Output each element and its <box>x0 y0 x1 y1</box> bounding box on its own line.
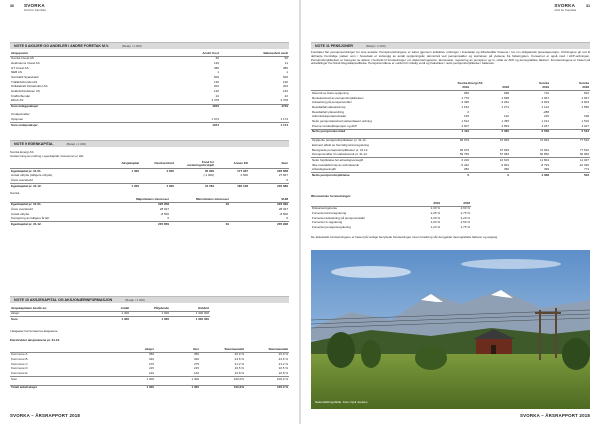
table-cell: 1 174 <box>280 117 288 122</box>
table-cell: Heidmanns Invest AS <box>11 60 40 65</box>
table-cell: 72 664 <box>539 147 549 152</box>
table-cell: Avkastning på pensjonsmidler <box>312 100 352 105</box>
table-cell: 202 <box>213 84 219 89</box>
table-cell: 4 027 <box>581 123 589 128</box>
table-cell: 215 <box>193 366 199 371</box>
table-cell: 140 <box>503 114 509 119</box>
note10-header: Bokført <box>198 305 209 310</box>
table-cell: 44 783 <box>175 184 215 189</box>
table-cell: Estimert effekt av fremtidig lønnsregulering <box>312 142 369 147</box>
table-cell: 5 543 <box>550 129 590 134</box>
table-cell: Kommune C <box>11 361 28 366</box>
table-cell: 60 860 <box>539 152 549 157</box>
table-cell: 6 558 <box>510 129 550 134</box>
table-cell: 235 908 <box>230 222 289 227</box>
table-cell: -2 495 <box>460 100 469 105</box>
note8-sub: (Beløp i 1 000) <box>122 44 142 48</box>
table-cell: 24,6 % <box>234 356 244 361</box>
table-cell: 11 804 <box>510 158 550 163</box>
note10-header: Aksjer <box>144 346 154 351</box>
table-cell: 1 300 000 <box>170 311 210 317</box>
note10-header: Stemmeandel <box>224 346 244 351</box>
table-cell: 350 <box>110 352 155 357</box>
note10-sub: (Beløp i 1 000) <box>125 298 145 302</box>
table-cell: Trafikkforbundet AS <box>11 79 38 84</box>
table-cell: -288 <box>542 109 549 114</box>
table-cell: Ikke resultatført tap av estimatavvik <box>312 162 360 167</box>
note9-title: NOTE 9 EGENKAPITAL <box>14 142 54 146</box>
table-cell: 130 <box>213 79 219 84</box>
table-cell: 130 <box>282 79 288 84</box>
right-brand: SVORKA <box>554 3 576 8</box>
note11-col-group: Svorka <box>538 80 549 85</box>
right-header <box>554 4 590 13</box>
note9-header <box>10 160 110 169</box>
table-cell: Sum omløpsaksjer <box>10 123 160 128</box>
table-cell: 1 668 <box>501 95 509 100</box>
note9-header: Minoritetens interesser <box>195 196 229 201</box>
table-cell: 1 974 <box>211 117 219 122</box>
table-cell: 65 979 <box>459 147 469 152</box>
table-cell: 130 <box>213 60 219 65</box>
table-cell: Sum <box>10 377 110 382</box>
table-cell: 100,0 % <box>245 377 289 382</box>
table-cell: 65 979 <box>430 138 470 143</box>
note9-table <box>10 160 289 189</box>
landscape-photo <box>311 250 590 409</box>
left-brand: SVORKA <box>24 3 45 8</box>
note10-intro: I aksjeeier har konsernet aksjeeiere. <box>10 329 59 333</box>
table-cell: 26,9 % <box>200 352 245 357</box>
table-cell: -2 262 <box>500 100 509 105</box>
table-cell: Rentekostnad av pensjonsforpliktelsen <box>312 95 364 100</box>
note10-header: Pålydende <box>153 305 169 310</box>
table-cell: 215 <box>148 366 154 371</box>
table-cell: Beregnede pensjonsforpliktelser pr. 31.12. <box>312 147 369 152</box>
table-cell: 1 967 <box>541 95 549 100</box>
table-cell: 1 300 <box>110 184 140 189</box>
table-cell: 1 455 <box>501 119 509 124</box>
table-cell: 198 <box>583 114 589 119</box>
table-cell: Sum <box>10 317 90 322</box>
table-cell: 16,5 % <box>278 366 288 371</box>
note10-title-bar <box>10 296 289 303</box>
table-cell: 1 300 <box>155 385 200 390</box>
table-cell: 275 <box>193 361 199 366</box>
table-cell: 1,75 % <box>460 225 470 230</box>
table-cell: 100,0% <box>200 385 245 390</box>
table-cell: - <box>588 109 589 114</box>
note9-header: Annen EK <box>233 161 248 166</box>
table-cell: 0 <box>430 173 470 178</box>
table-cell: 386 <box>282 65 288 70</box>
table-cell: 235 689 <box>249 184 289 189</box>
note11-assump-year: 2019 <box>433 200 440 205</box>
left-header <box>10 4 46 13</box>
table-cell: 1 174 <box>220 123 289 128</box>
table-cell: 2,30 % <box>411 206 441 211</box>
table-cell: 774 <box>583 167 589 172</box>
table-cell: 2,75 % <box>460 210 470 215</box>
table-cell: 4 419 <box>430 129 470 134</box>
table-cell: 0 <box>470 173 510 178</box>
note9-header: Aksjekapital <box>121 161 139 166</box>
note10-owners-header: Eierstruktur aksjonærene pr. 31.12. <box>10 338 61 342</box>
table-cell: 50 <box>220 56 289 61</box>
table-cell: 4,20 % <box>460 215 470 220</box>
table-cell: - <box>508 109 509 114</box>
table-cell: 10 615 <box>470 158 510 163</box>
right-page-number: 31 <box>586 4 590 8</box>
right-page <box>301 0 600 424</box>
table-cell: Kommune D <box>11 366 28 371</box>
table-cell: 0 <box>167 216 169 221</box>
table-cell: 60 960 <box>579 152 589 157</box>
table-cell: Egenkapital pr. 01.01. <box>10 202 110 207</box>
note9-company: Svorka Energi AS <box>10 150 34 154</box>
note11-title-bar <box>311 42 590 49</box>
table-cell: 2 907 <box>461 123 469 128</box>
table-cell: 11 <box>284 60 288 65</box>
note9-header: Majoritetens interesser <box>136 196 169 201</box>
table-cell: 77 510 <box>550 138 590 143</box>
table-cell: 226 999 <box>230 202 289 207</box>
table-cell: 1 <box>217 70 219 75</box>
table-cell: Forventet avkastning på pensjonsmidler <box>312 215 366 220</box>
left-page <box>0 0 299 424</box>
note9-title-bar <box>10 140 289 147</box>
note9-header: SUM <box>281 196 288 201</box>
note11-col-group: Svorka <box>578 80 589 85</box>
note10-header: Eier <box>193 346 199 351</box>
note9-sub: (Beløp i 1 000) <box>66 142 87 146</box>
table-cell: 816 <box>550 91 590 96</box>
note10-owners-table <box>10 347 289 391</box>
table-cell: 1 300 <box>110 377 155 382</box>
table-cell: 235 859 <box>110 222 170 227</box>
table-cell: 1 000 <box>130 317 170 322</box>
table-cell: 77 510 <box>579 147 589 152</box>
table-cell: 502 <box>550 173 590 178</box>
note8-table <box>10 51 289 128</box>
table-cell: 1974 <box>160 123 220 128</box>
table-cell: 1 556 <box>581 105 589 110</box>
table-cell: 49 <box>170 222 230 227</box>
table-cell: 0 <box>286 216 288 221</box>
table-cell: Egenkapital pr. 31.12. <box>10 184 110 189</box>
table-cell: 100,0 % <box>245 385 289 390</box>
note11-sub: (Beløp i 1 000) <box>365 44 386 48</box>
table-cell: 950 <box>430 91 470 96</box>
table-cell: -8 500 <box>279 211 288 216</box>
table-cell: 2 893 <box>501 123 509 128</box>
table-cell: 2,60 % <box>441 206 471 211</box>
note11-year: 2018 <box>502 85 509 90</box>
table-cell: 2,00 % <box>430 220 440 225</box>
table-cell: 140 <box>148 371 154 376</box>
table-cell: 3 378 <box>211 98 219 103</box>
table-cell: Egenkapital pr. 31.12. <box>10 222 110 227</box>
table-cell: 130 <box>213 89 219 94</box>
table-cell: Avsatt utbytte (tidligere utbytte) <box>11 173 53 178</box>
table-cell: 4 600 <box>140 184 175 189</box>
table-cell: Resultatført planendring <box>312 109 345 114</box>
table-cell: Kraftforbundet <box>11 93 31 98</box>
table-cell: 1 300 <box>155 377 200 382</box>
table-cell: 67 699 <box>499 147 509 152</box>
note9-table-group <box>10 197 289 227</box>
landscape-illustration <box>311 250 590 409</box>
note10-header: Aksjekapitalen består av: <box>11 305 48 310</box>
table-cell: 1 300 000 <box>170 317 210 322</box>
note11-year: 2019 <box>542 85 549 90</box>
table-cell: 1 124 <box>541 105 549 110</box>
table-cell: 100,0% <box>200 377 245 382</box>
table-cell: 4 008 <box>510 173 550 178</box>
note8-header: Balanseført verdi <box>263 50 288 55</box>
note10-table <box>10 306 210 322</box>
right-footer: SVORKA – ÅRSRAPPORT 2018 <box>519 413 590 418</box>
table-cell: 21,2 % <box>234 361 244 366</box>
note9-group-label: Svorka <box>10 191 20 195</box>
table-cell: 59 759 <box>459 152 469 157</box>
table-cell: 16,5 % <box>234 366 244 371</box>
table-cell: 600 <box>282 75 288 80</box>
table-cell: 28 927 <box>159 206 169 211</box>
table-cell: 350 <box>155 352 200 357</box>
table-cell: 1 300 <box>90 311 130 317</box>
right-brand-sub: Grid for framtida <box>554 8 576 13</box>
table-cell: 1 667 <box>581 95 589 100</box>
table-cell: Pensjonsmidler til markedsverdi pr. 31.12. <box>312 152 368 157</box>
note11-paragraph: Foretaket har pensjonsordninger for sine ansatte. Pensjonsordningene er sikret gjennom kollektive ordninger i livselskap og tilfredsstiller kravene i lov om obligatorisk tjenestepensjon. Ordningene gir rett til definerte fremtidige ytelser som i hovedsak er avhengig av antall opptjeningsår, lønnsnivå ved pensjonsalder og størrelsen på ytelsene fra folketrygden. Konsernet er også med i AFP-ordningen. Pensjonsforpliktelsen er beregnet av aktuar i henhold til forutsetninger om diskonteringsrente, lønnsvekst, regulering av pensjoner og G, uttak av AFP og demografiske faktorer. Forutsetningene er basert på anbefalinger fra Norsk Regnskapsstiftelse. Pensjonsmidlene er vurdert til virkelig verdi og fratrekkes i netto pensjonsforpliktelse i balansen. <box>311 50 590 66</box>
table-cell: -8 793 <box>540 162 549 167</box>
table-cell: Årets overskudd <box>11 178 33 183</box>
table-cell: 2,25 % <box>430 210 440 215</box>
table-cell: Resultatført aktuarielt tap <box>312 105 346 110</box>
table-cell: 320 <box>148 356 154 361</box>
table-cell: Svorkabil Sparebank <box>11 75 39 80</box>
table-cell: 49 <box>170 202 230 207</box>
table-cell: 275 <box>148 361 154 366</box>
table-cell: 140 <box>193 371 199 376</box>
table-cell: Netto pensjonskostnad <box>311 129 430 134</box>
note11-assump-table <box>311 201 471 230</box>
table-cell: Forventet pensjonsregulering <box>312 225 351 230</box>
table-cell: 135 <box>463 114 469 119</box>
table-cell: Svorka Invest AS <box>10 56 160 61</box>
table-cell: Kommune B <box>11 356 28 361</box>
table-cell: 399 <box>543 167 549 172</box>
note11-assump-year: 2018 <box>463 200 470 205</box>
table-cell: 1 300 <box>110 169 140 174</box>
table-cell: Premie innskuddspensjon og AFP <box>312 123 358 128</box>
table-cell: 356 <box>503 167 509 172</box>
note9-intro <box>10 151 289 158</box>
note10-header: Antall <box>120 305 129 310</box>
table-cell: 710 <box>510 91 550 96</box>
table-cell: Administrasjonskostnader <box>312 114 347 119</box>
table-cell: 22 <box>284 93 288 98</box>
table-cell: 226 958 <box>110 202 170 207</box>
table-cell: -10 030 <box>578 162 589 167</box>
photo-caption: Naturskildringsbilde. Foto: Kjell Joelsen <box>315 400 368 404</box>
table-cell: 1 300 <box>90 317 130 322</box>
table-cell: 1 <box>286 70 288 75</box>
table-cell: Elhub AS <box>11 98 24 103</box>
table-cell: 10,8 % <box>234 371 244 376</box>
table-cell: 21,2 % <box>278 361 288 366</box>
note11-year: 2019 <box>462 85 469 90</box>
table-cell: Totalt antall aksjer <box>10 385 110 390</box>
table-cell: 26,9 % <box>245 352 289 357</box>
table-cell: 67 699 <box>470 138 510 143</box>
table-cell: Netto pensjonsforpliktelse <box>311 173 430 178</box>
table-cell: 10,8 % <box>278 371 288 376</box>
table-cell: 215 <box>543 114 549 119</box>
table-cell: 57 084 <box>499 152 509 157</box>
note11-assump-header: Økonomiske forutsetninger: <box>311 194 352 198</box>
table-cell: 4816 <box>160 104 220 109</box>
table-cell: Korrigering av tidligere år EK <box>11 216 50 221</box>
table-cell: Egenkapital pr. 01.01. <box>10 169 110 174</box>
table-cell: NEB AS <box>11 70 22 75</box>
table-cell: 11 037 <box>550 158 590 163</box>
table-cell: Kommune E <box>11 371 28 376</box>
table-cell: 1 300 <box>110 385 155 390</box>
note11-table <box>311 81 590 178</box>
table-cell: -2 603 <box>580 100 589 105</box>
table-cell: 386 <box>213 65 219 70</box>
table-cell: 3,30 % <box>430 215 440 220</box>
table-cell: GT Invest AS <box>11 65 29 70</box>
table-cell: Netto forpliktelse før arbeidsgiveravgift <box>311 158 430 163</box>
table-cell: -8 500 <box>160 211 169 216</box>
table-cell: Sum anleggsaksjer <box>10 104 160 109</box>
table-cell: 27 847 <box>278 173 288 178</box>
table-cell: 1 516 <box>581 119 589 124</box>
note8-header: Aksjeposter <box>11 50 29 55</box>
table-cell: 1 274 <box>501 105 509 110</box>
table-cell: Omløpsmidler <box>11 112 30 117</box>
note11-closing: De aktuarielle forutsetningene er basert på vanlige benyttede forutsetninger innen forsikring når det gjelder demografiske faktorer og avgang. <box>311 235 498 239</box>
note8-title: NOTE 8 AKSJER OG ANDELER I ANDRE FORETAK M.V. <box>14 44 110 48</box>
note10-header: Stemmeandel <box>268 346 288 351</box>
table-cell: -5 904 <box>500 162 509 167</box>
table-cell: 2,50 % <box>460 220 470 225</box>
table-cell: Aksjer <box>10 311 90 317</box>
note9-header: Fond for vurderingsforskjell <box>186 159 214 168</box>
left-page-number: 30 <box>10 4 14 8</box>
table-cell: 202 <box>282 84 288 89</box>
table-cell: -2 819 <box>540 100 549 105</box>
table-cell: 185 128 <box>215 184 249 189</box>
table-cell: Årets overskudd <box>11 206 33 211</box>
table-cell: Arbeidsgiveravgift <box>312 167 336 172</box>
table-cell: 698 <box>470 91 510 96</box>
note11-title: NOTE 11 PENSJONER <box>315 44 353 48</box>
table-cell: 600 <box>213 75 219 80</box>
note8-title-bar <box>10 42 289 49</box>
table-cell: 1 000 <box>130 311 170 317</box>
table-cell: 4 600 <box>140 169 175 174</box>
table-cell: 72 664 <box>510 138 550 143</box>
table-cell: 1,24 % <box>430 225 440 230</box>
table-cell: 0 <box>286 178 288 183</box>
note11-col-group: Svorka Energi AS <box>457 80 483 85</box>
table-cell: Netto pensjonskostnad ytelsesbasert ordning <box>312 119 372 124</box>
table-cell: Holdeforbindelsen AS <box>11 89 40 94</box>
table-cell: 1 512 <box>461 119 469 124</box>
note9-intro-text: Avstemming av endring i egenkapital i konsernet er slik: <box>10 153 84 158</box>
table-cell: 320 <box>193 356 199 361</box>
table-cell: 282 <box>463 167 469 172</box>
table-cell: Diskonteringsrente <box>311 206 411 211</box>
table-cell: 1 152 <box>461 105 469 110</box>
table-cell: 177 037 <box>215 169 249 174</box>
left-footer: SVORKA – ÅRSRAPPORT 2018 <box>10 413 81 418</box>
table-cell: 28 927 <box>278 206 288 211</box>
table-cell: 5 065 <box>470 129 510 134</box>
table-cell: 4 267 <box>541 123 549 128</box>
table-cell: Opptjente pensjonsforpliktelser pr. 31.12. <box>311 138 430 143</box>
table-cell: 22 <box>215 93 219 98</box>
note11-year: 2018 <box>582 85 589 90</box>
table-cell: 126 <box>282 89 288 94</box>
table-cell: 1 191 <box>541 119 549 124</box>
left-brand-sub: Grid for framtida <box>24 8 46 13</box>
table-cell: Kommune A <box>10 352 110 357</box>
table-cell: -5 422 <box>460 162 469 167</box>
note9-header: Overkursfond <box>154 161 174 166</box>
table-cell: 3 378 <box>280 98 288 103</box>
table-cell: Forventet lønnsregulering <box>312 210 347 215</box>
table-cell: (-1 000) <box>203 173 214 178</box>
table-cell: 2 500 <box>240 173 248 178</box>
table-cell: Opsjoner <box>11 117 24 122</box>
table-cell: 226 858 <box>249 169 289 174</box>
table-cell: Nåverdi av årets opptjening <box>311 91 430 96</box>
table-cell: Avsatt utbytte <box>11 211 30 216</box>
table-cell: 24,6 % <box>278 356 288 361</box>
table-cell: Forventet G-regulering <box>312 220 343 225</box>
table-cell: 50 <box>160 56 220 61</box>
note10-title: NOTE 10 AKSJEKAPITAL OG AKSJONÆRINFORMASJON <box>14 298 113 302</box>
table-cell: 2 <box>467 109 469 114</box>
table-cell: 4749 <box>220 104 289 109</box>
table-cell: Strikkakraft Infrastruktur AS <box>11 84 48 89</box>
note9-header: Sum <box>281 161 288 166</box>
table-cell: 6 220 <box>430 158 470 163</box>
table-cell: 35 009 <box>175 169 215 174</box>
table-cell: 1 770 <box>461 95 469 100</box>
note8-header: Anskf. Kost <box>202 50 219 55</box>
